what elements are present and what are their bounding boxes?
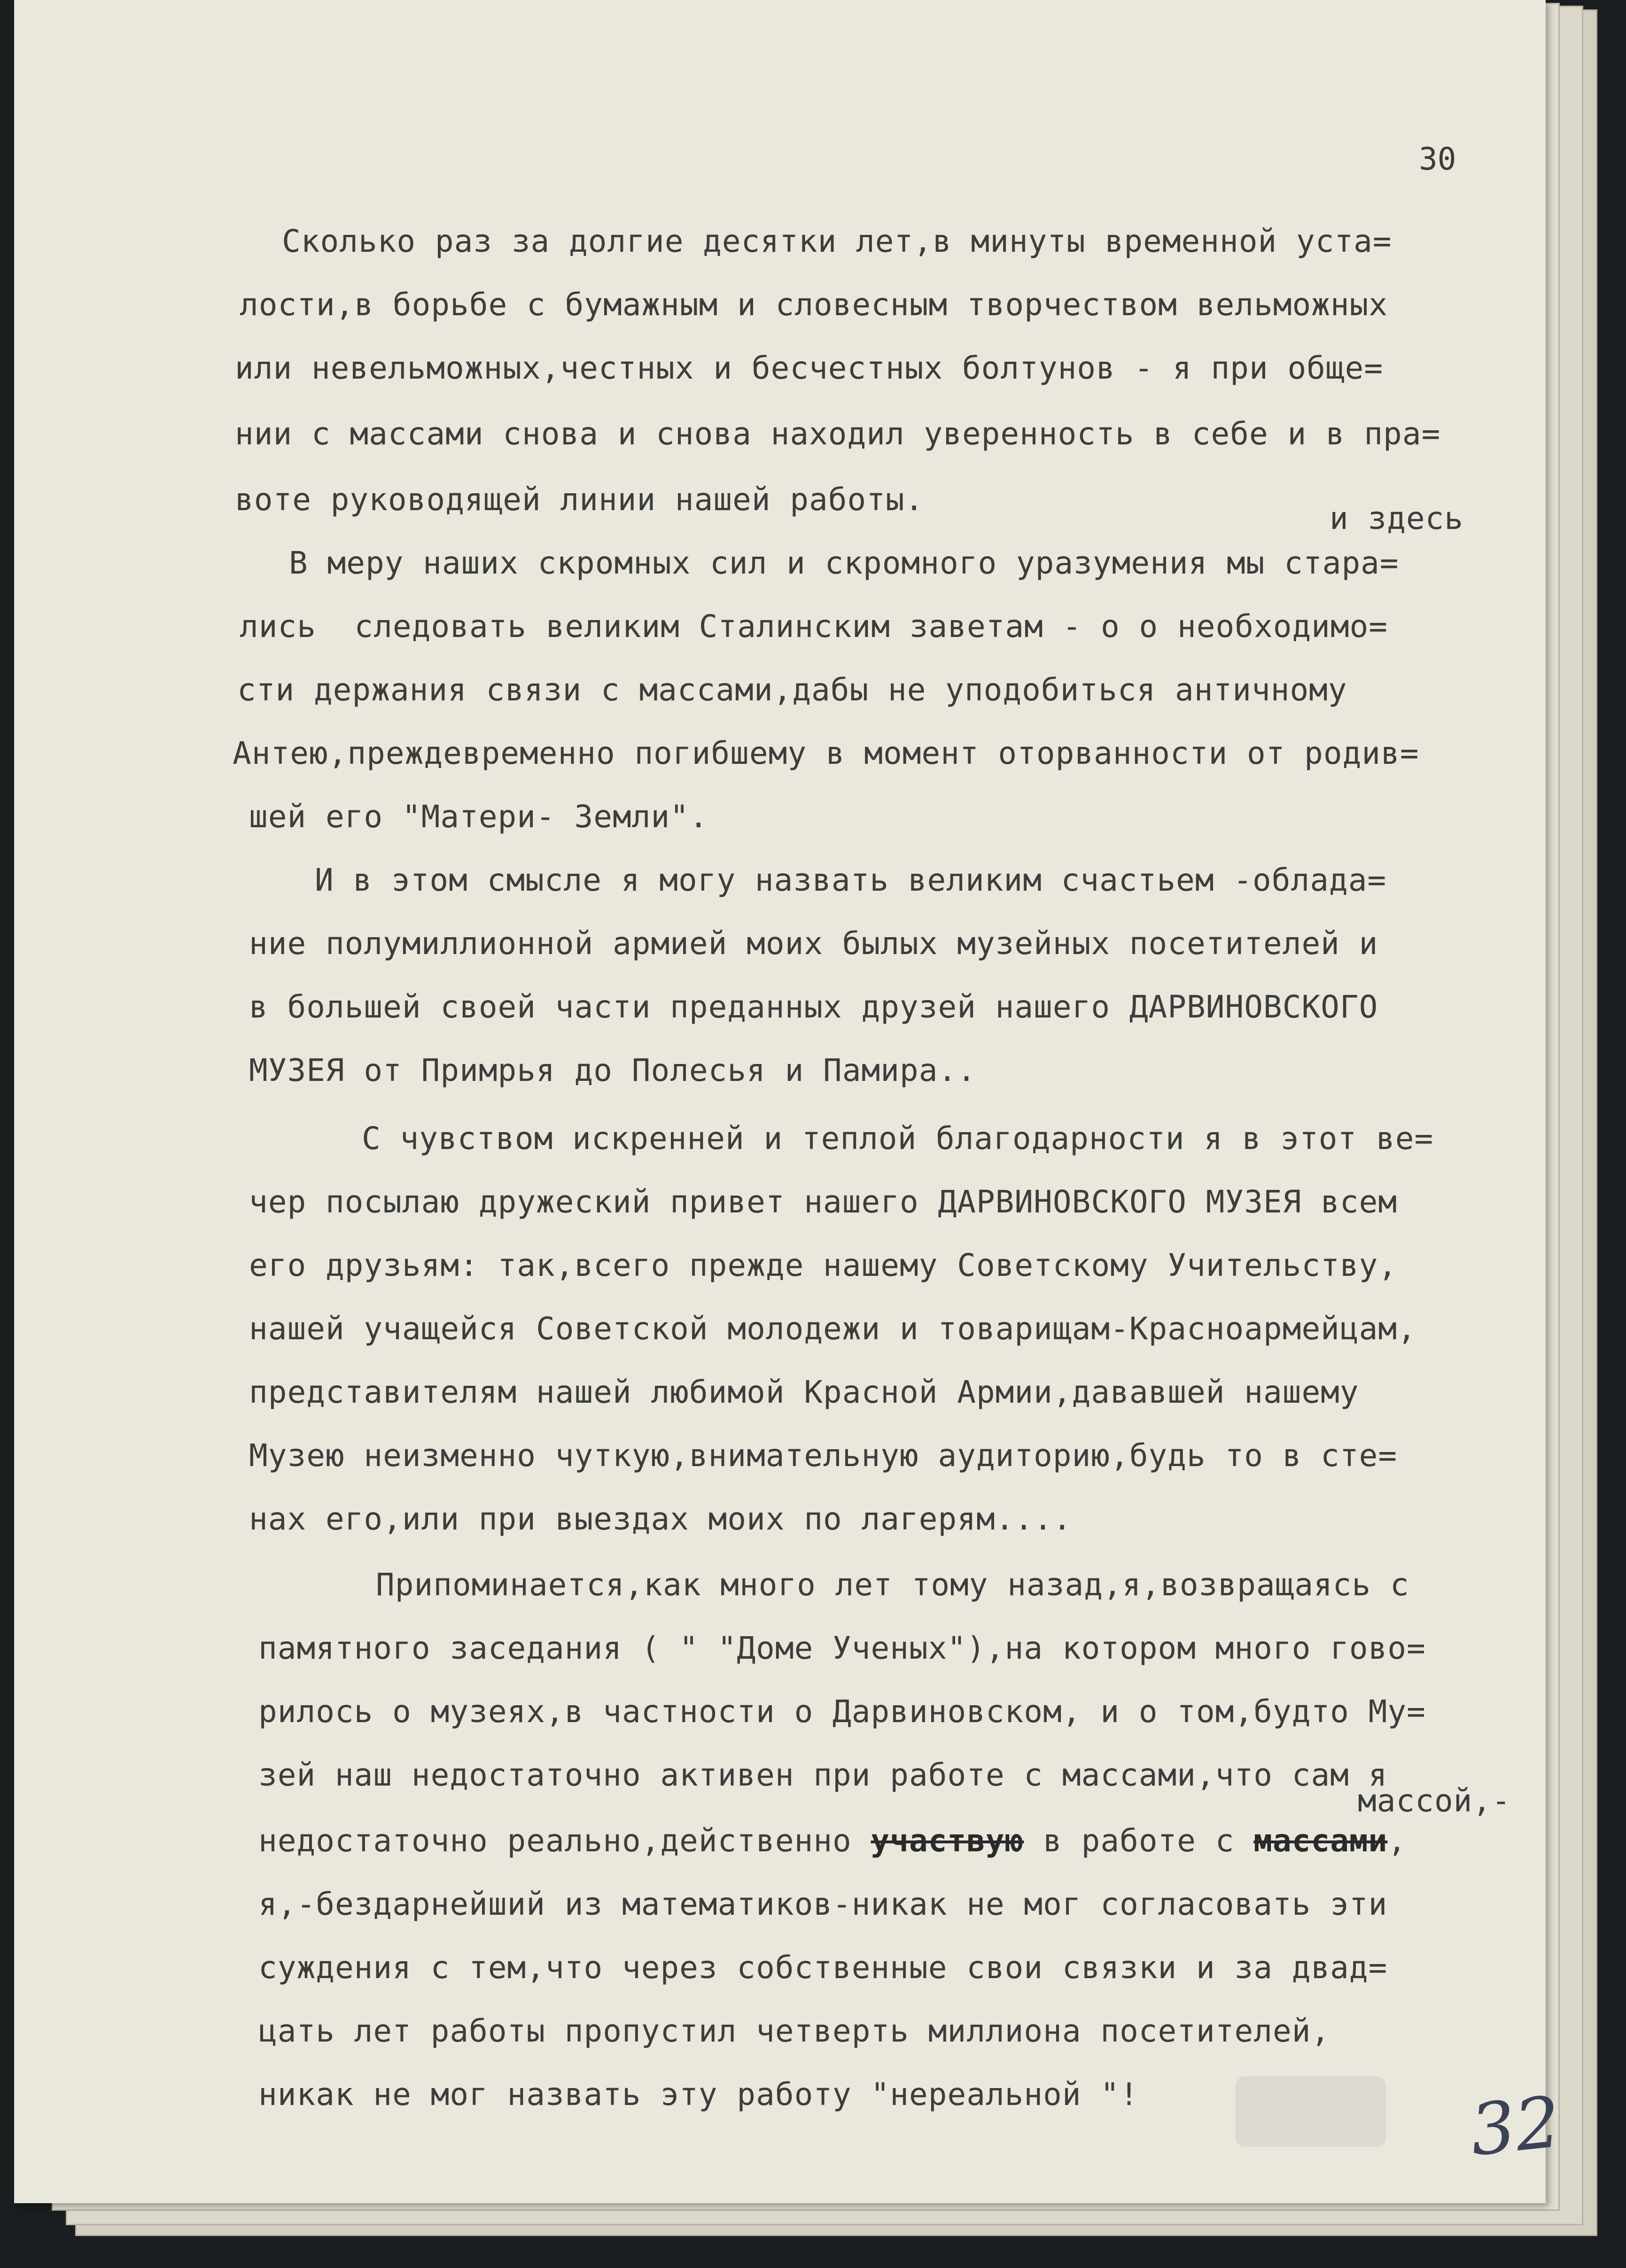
faint-stamp-mark	[1236, 2076, 1386, 2147]
text-line: нашей учащейся Советской молодежи и товарищам-Красноармейцам,	[249, 1311, 1416, 1347]
text-line: ние полумиллионной армией моих былых музейных посетителей и	[249, 925, 1378, 962]
page-number: 30	[1419, 141, 1456, 177]
text-line: Антею,преждевременно погибшему в момент оторванности от родив=	[233, 735, 1419, 771]
typewritten-page	[14, 0, 1564, 2203]
text-line-with-strikeouts	[258, 1823, 1407, 1859]
handwritten-folio-number: 32	[1466, 2081, 1564, 2172]
text-line: В меру наших скромных сил и скромного уразумения мы стара=	[289, 545, 1399, 581]
text-line: нии с массами снова и снова находил уверенность в себе и в пра=	[235, 416, 1441, 452]
text-line: сти держания связи с массами,дабы не уподобиться античному	[237, 672, 1347, 708]
text-line: И в этом смысле я могу назвать великим счастьем -облада=	[315, 862, 1387, 898]
struck-word: массами	[1253, 1823, 1388, 1859]
text-line: я,-бездарнейший из математиков-никак не мог согласовать эти	[258, 1886, 1388, 1922]
text-line: суждения с тем,что через собственные свои связки и за двад=	[258, 1950, 1388, 1986]
text-fragment: в работе с	[1024, 1823, 1254, 1859]
text-line: Припоминается,как много лет тому назад,я,возвращаясь с	[376, 1567, 1409, 1603]
text-line: или невельможных,честных и бесчестных болтунов - я при обще=	[235, 350, 1384, 386]
text-line: нах его,или при выездах моих по лагерям....	[249, 1501, 1072, 1537]
text-line: в большей своей части преданных друзей нашего ДАРВИНОВСКОГО	[249, 989, 1378, 1025]
page-body	[14, 0, 1546, 2113]
text-fragment: ,	[1387, 1823, 1407, 1859]
text-line: чер посылаю дружеский привет нашего ДАРВИНОВСКОГО МУЗЕЯ всем	[249, 1184, 1398, 1220]
text-line: рилось о музеях,в частности о Дарвиновском, и о том,будто Му=	[258, 1693, 1426, 1730]
text-line: шей его "Матери- Земли".	[249, 799, 708, 835]
text-fragment: недостаточно реально,действенно	[258, 1823, 871, 1859]
typed-insertion: и здесь	[1330, 500, 1464, 536]
text-line: никак не мог назвать эту работу "нереальной "!	[258, 2076, 1139, 2113]
text-line: его друзьям: так,всего прежде нашему Советскому Учительству,	[249, 1247, 1398, 1283]
text-line: цать лет работы пропустил четверть миллиона посетителей,	[258, 2013, 1330, 2049]
text-line: МУЗЕЯ от Примрья до Полесья и Памира..	[249, 1052, 976, 1088]
text-line: Сколько раз за долгие десятки лет,в минуты временной уста=	[282, 223, 1392, 259]
text-line: представителям нашей любимой Красной Армии,дававшей нашему	[249, 1374, 1359, 1410]
text-line: памятного заседания ( " "Доме Ученых"),на котором много гово=	[258, 1630, 1426, 1666]
typed-insertion: массой,-	[1358, 1783, 1511, 1819]
text-line: Музею неизменно чуткую,внимательную аудиторию,будь то в сте=	[249, 1437, 1398, 1474]
text-line: лись следовать великим Сталинским заветам - о о необходимо=	[240, 608, 1388, 645]
text-line: С чувством искренней и теплой благодарности я в этот ве=	[362, 1120, 1434, 1157]
text-line: воте руководящей линии нашей работы.	[235, 482, 924, 518]
struck-word: участвую	[871, 1823, 1024, 1859]
text-line: лости,в борьбе с бумажным и словесным творчеством вельможных	[240, 287, 1388, 323]
text-line: зей наш недостаточно активен при работе с массами,что сам я	[258, 1757, 1388, 1793]
